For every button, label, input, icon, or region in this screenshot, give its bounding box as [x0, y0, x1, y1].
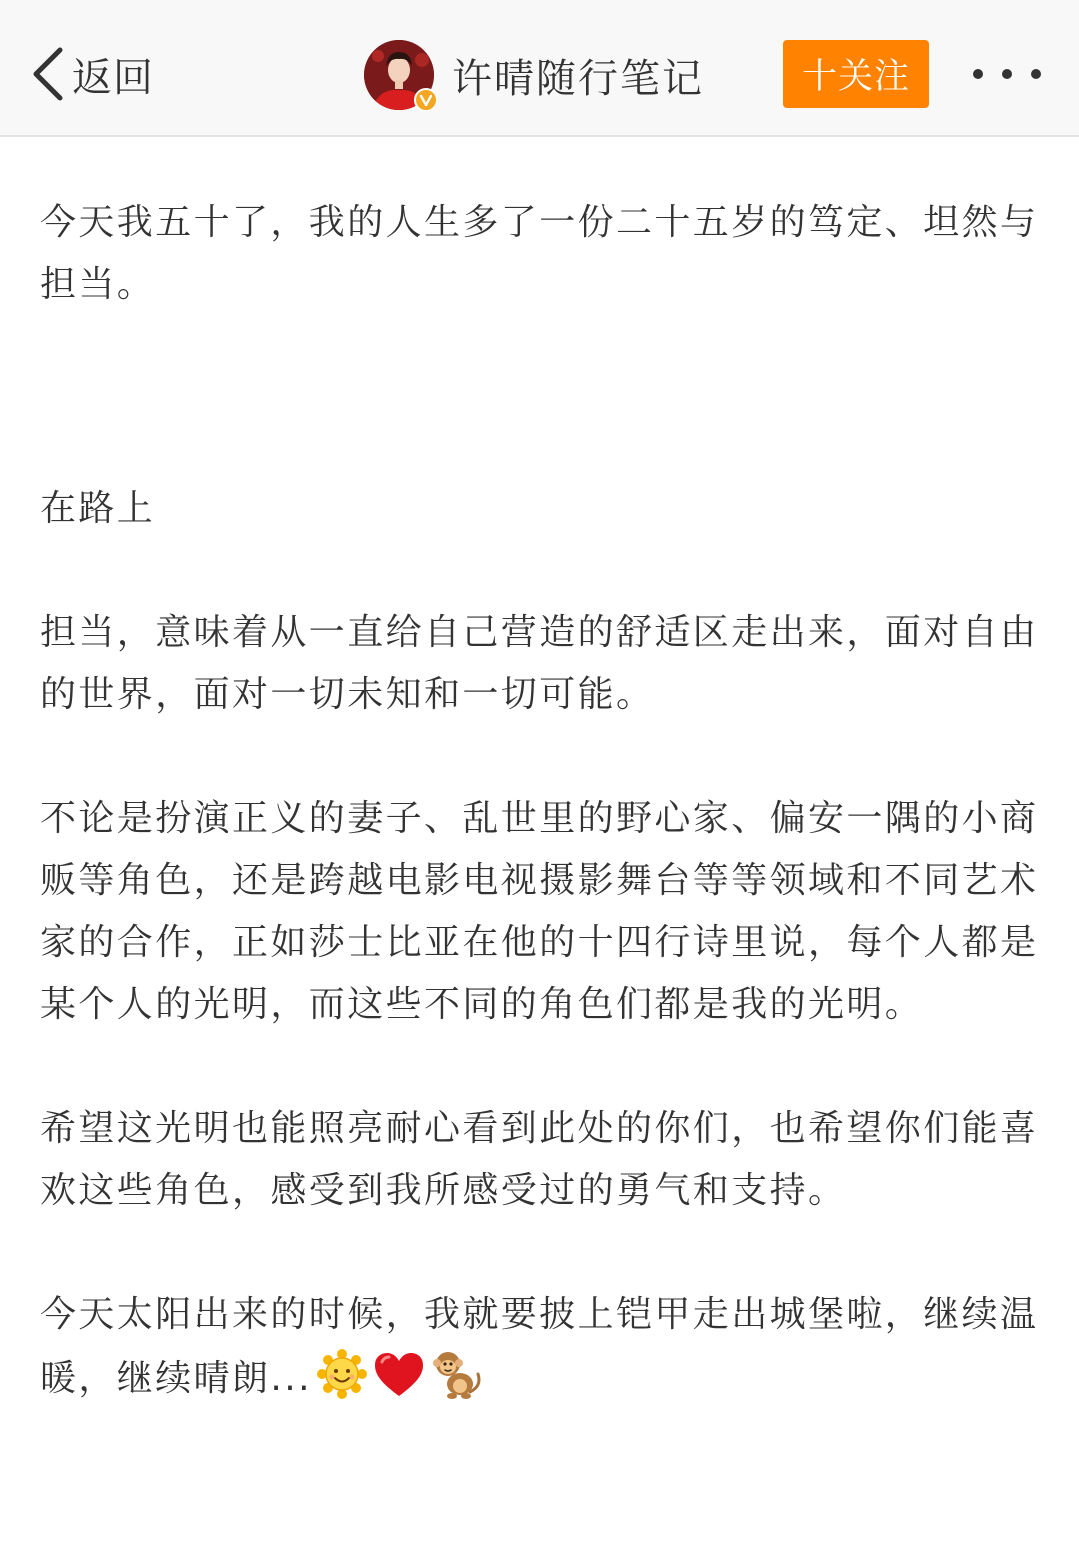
post-paragraph-text: 今天太阳出来的时候，我就要披上铠甲走出城堡啦，继续温暖，继续晴朗...	[40, 1294, 1039, 1399]
post-paragraph: 担当，意味着从一直给自己营造的舒适区走出来，面对自由的世界，面对一切未知和一切可能。	[40, 612, 1039, 715]
top-nav-bar	[0, 0, 1079, 137]
follow-button[interactable]: 十关注	[783, 40, 929, 108]
sun-emoji-icon	[316, 1348, 368, 1400]
avatar[interactable]	[364, 40, 434, 110]
more-dots-icon	[968, 60, 1046, 88]
profile-link[interactable]	[364, 40, 704, 110]
post-paragraph: 希望这光明也能照亮耐心看到此处的你们，也希望你们能喜欢这些角色，感受到我所感受过的勇气和支持。	[40, 1108, 1039, 1211]
post-paragraph: 今天我五十了，我的人生多了一份二十五岁的笃定、坦然与担当。	[40, 202, 1039, 305]
post-paragraph: 不论是扮演正义的妻子、乱世里的野心家、偏安一隅的小商贩等角色，还是跨越电影电视摄影舞台等等领域和不同艺术家的合作，正如莎士比亚在他的十四行诗里说，每个人都是某个人的光明，而这些不同的角色们都是我的光明。	[40, 798, 1039, 1025]
red-heart-emoji-icon	[372, 1350, 426, 1400]
chevron-left-icon	[30, 46, 64, 102]
username[interactable]: 许晴随行笔记	[452, 55, 704, 102]
post-body	[40, 192, 1040, 1410]
post-paragraph-last	[40, 1284, 1040, 1410]
back-button[interactable]	[30, 42, 154, 106]
post-section-title: 在路上	[40, 488, 156, 529]
back-label: 返回	[72, 54, 154, 101]
monkey-emoji-icon	[430, 1346, 484, 1400]
more-button[interactable]	[968, 60, 1046, 88]
verified-badge-icon	[414, 88, 438, 112]
